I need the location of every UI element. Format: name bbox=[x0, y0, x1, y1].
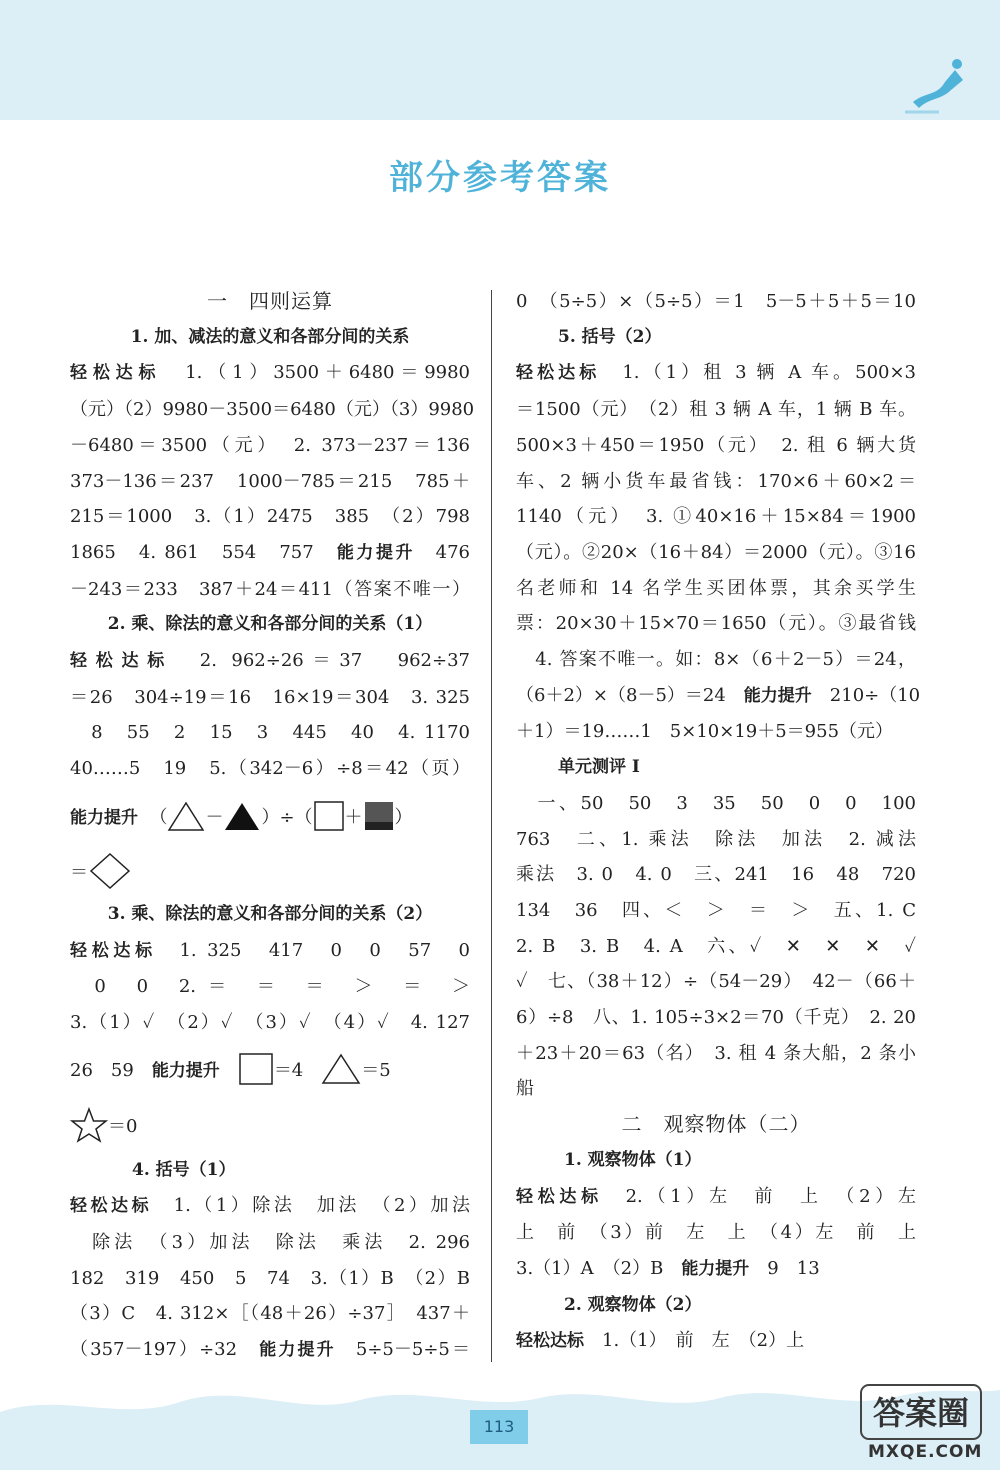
answer-line: 134 36 四、＜ ＞ ＝ ＞ 五、1. C bbox=[516, 899, 916, 921]
answer-line: ＋1）＝19……1 5×10×19＋5＝955（元） bbox=[516, 721, 894, 743]
answer-line: 1865 4. 861 554 757 能力提升 476 bbox=[70, 541, 470, 563]
answer-line: （元）。②20×（16＋84）＝2000（元）。③16 bbox=[516, 541, 916, 563]
answer-line: 轻松达标 1.（1）租 3 辆 A 车。500×3 bbox=[516, 362, 917, 384]
level-tag: 轻松达标 bbox=[70, 1196, 153, 1217]
shape-expression: ＝ bbox=[70, 845, 470, 897]
section-title: 1. 加、减法的意义和各部分间的关系 bbox=[130, 326, 410, 347]
answer-line: 轻松达标 1.（1）除法 加法 （2）加法 bbox=[70, 1195, 471, 1217]
left-column bbox=[70, 284, 475, 1369]
square-outline-icon bbox=[313, 800, 345, 832]
answer-line: ＋23＋20＝63（名） 3. 租 4 条大船，2 条小 bbox=[516, 1042, 916, 1064]
answer-line: 4. 答案不唯一。如：8×（6＋2－5）＝24， bbox=[516, 649, 916, 671]
section-title: 3. 乘、除法的意义和各部分间的关系（2） bbox=[107, 903, 433, 924]
answer-line: 船 bbox=[516, 1078, 534, 1100]
answer-line: －6480＝3500（元） 2. 373－237＝136 bbox=[70, 434, 470, 456]
answer-line: 轻松达标 1.（1）3500＋6480＝9980 bbox=[70, 362, 470, 384]
level-tag: 能力提升 bbox=[70, 808, 138, 829]
page-title: 部分参考答案 bbox=[389, 158, 611, 198]
level-tag: 轻松达标 bbox=[70, 363, 162, 384]
watermark-url: MXQE.COM bbox=[868, 1442, 983, 1462]
level-tag: 能力提升 bbox=[151, 1061, 220, 1082]
chapter-heading: 二 观察物体（二） bbox=[621, 1112, 811, 1137]
section-title: 1. 观察物体（1） bbox=[564, 1149, 702, 1170]
level-tag: 轻松达标 bbox=[70, 940, 157, 961]
section-title: 2. 乘、除法的意义和各部分间的关系（1） bbox=[107, 614, 433, 635]
answer-line: 上 前 （3）前 左 上 （4）左 前 上 bbox=[516, 1222, 916, 1244]
shape-expression: ＝0 bbox=[70, 1097, 470, 1153]
answer-line: 8 55 2 15 3 445 40 4. 1170 bbox=[70, 722, 470, 744]
level-tag: 轻松达标 bbox=[516, 1186, 603, 1207]
answer-line: 215＝1000 3.（1）2475 385 （2）798 bbox=[70, 506, 470, 528]
answer-line: 3.（1）✓ （2）✓ （3）✓ （4）✓ 4. 127 bbox=[70, 1011, 470, 1033]
answer-line: 轻松达标 2.（1）左 前 上 （2）左 bbox=[516, 1185, 917, 1207]
watermark-logo bbox=[860, 1384, 982, 1440]
column-divider bbox=[491, 290, 492, 1362]
diamond-outline-icon bbox=[88, 851, 132, 891]
page-number: 113 bbox=[470, 1410, 528, 1444]
answer-line: 182 319 450 5 74 3.（1）B （2）B bbox=[70, 1267, 470, 1289]
answer-line: （6＋2）×（8－5）＝24 能力提升 210÷（10 bbox=[516, 684, 921, 706]
level-tag: 能力提升 bbox=[336, 542, 416, 563]
answer-line: 2. B 3. B 4. A 六、✓ ✕ ✕ ✕ ✓ bbox=[516, 935, 916, 957]
answer-line: 轻松达标 2. 962÷26＝37 962÷37 bbox=[70, 650, 470, 672]
answer-line: 500×3＋450＝1950（元） 2. 租 6 辆大货 bbox=[516, 434, 916, 456]
answer-line: 乘法 3. 0 4. 0 三、241 16 48 720 bbox=[516, 864, 916, 886]
section-title: 2. 观察物体（2） bbox=[564, 1294, 702, 1315]
answer-line: 轻松达标 1.（1） 前 左 （2）上 bbox=[516, 1330, 805, 1352]
level-tag: 轻松达标 bbox=[516, 363, 601, 384]
answer-line: 0 （5÷5）×（5÷5）＝1 5－5＋5＋5＝10 bbox=[516, 291, 916, 312]
answer-line: 票：20×30＋15×70＝1650（元）。③最省钱 bbox=[516, 613, 916, 635]
level-tag: 能力提升 bbox=[259, 1340, 336, 1361]
answer-line: 373－136＝237 1000－785＝215 785＋ bbox=[70, 470, 470, 492]
answer-line: 40……5 19 5.（342－6）÷8＝42（页） bbox=[70, 758, 470, 780]
section-title: 单元测评 I bbox=[558, 757, 640, 778]
level-tag: 能力提升 bbox=[681, 1258, 750, 1279]
section-title: 4. 括号（1） bbox=[132, 1159, 236, 1180]
shape-expression: 能力提升 （ － ）÷（ ＋ ） bbox=[70, 787, 470, 845]
answer-line: （元）（2）9980－3500＝6480（元）（3）9980 bbox=[70, 399, 475, 421]
level-tag: 轻松达标 bbox=[70, 651, 173, 672]
answer-line: 轻松达标 1. 325 417 0 0 57 0 bbox=[70, 939, 470, 961]
square-outline-icon bbox=[238, 1052, 274, 1086]
answer-line: 一、50 50 3 35 50 0 0 100 bbox=[516, 792, 916, 814]
triangle-outline-icon bbox=[321, 1052, 361, 1086]
star-outline-icon bbox=[70, 1107, 108, 1143]
right-column bbox=[516, 284, 921, 1360]
answer-line: 6）÷8 八、1. 105÷3×2＝70（千克） 2. 20 bbox=[516, 1007, 916, 1029]
answer-line: （357－197）÷32 能力提升 5÷5－5÷5＝ bbox=[70, 1339, 470, 1361]
answer-line: 0 0 2. ＝ ＝ ＝ ＞ ＝ ＞ bbox=[70, 976, 470, 998]
answer-line: 763 二、1. 乘法 除法 加法 2. 减法 bbox=[516, 828, 916, 850]
triangle-filled-icon bbox=[223, 800, 261, 832]
answer-line: ✓ 七、（38＋12）÷（54－29） 42－（66＋ bbox=[516, 971, 916, 993]
answer-line: 除法 （3）加法 除法 乘法 2. 296 bbox=[70, 1232, 470, 1254]
answer-line: 3.（1）A （2）B 能力提升 9 13 bbox=[516, 1257, 820, 1279]
section-title: 5. 括号（2） bbox=[558, 326, 662, 347]
decoration-icon bbox=[895, 52, 975, 118]
watermark-logo-text: 答案圈 bbox=[872, 1394, 970, 1432]
square-filled-icon bbox=[363, 800, 395, 832]
shape-expression: 26 59 能力提升 ＝4 ＝5 bbox=[70, 1041, 470, 1097]
answer-line: 名老师和 14 名学生买团体票，其余买学生 bbox=[516, 577, 916, 599]
level-tag: 轻松达标 bbox=[516, 1331, 584, 1352]
answer-line: ＝26 304÷19＝16 16×19＝304 3. 325 bbox=[70, 686, 470, 708]
header-wave bbox=[0, 40, 1000, 150]
answer-line: 1140（元） 3. ①40×16＋15×84＝1900 bbox=[516, 506, 916, 528]
answer-line: 车、2 辆小货车最省钱：170×6＋60×2＝ bbox=[516, 470, 916, 492]
triangle-outline-icon bbox=[167, 800, 205, 832]
answer-line: ＝1500（元） （2）租 3 辆 A 车，1 辆 B 车。 bbox=[516, 399, 916, 421]
answer-line: （3）C 4. 312×［（48＋26）÷37］ 437＋ bbox=[70, 1303, 470, 1325]
answer-line: －243＝233 387＋24＝411（答案不唯一） bbox=[70, 578, 470, 600]
level-tag: 能力提升 bbox=[743, 685, 812, 706]
chapter-heading: 一 四则运算 bbox=[207, 289, 333, 313]
